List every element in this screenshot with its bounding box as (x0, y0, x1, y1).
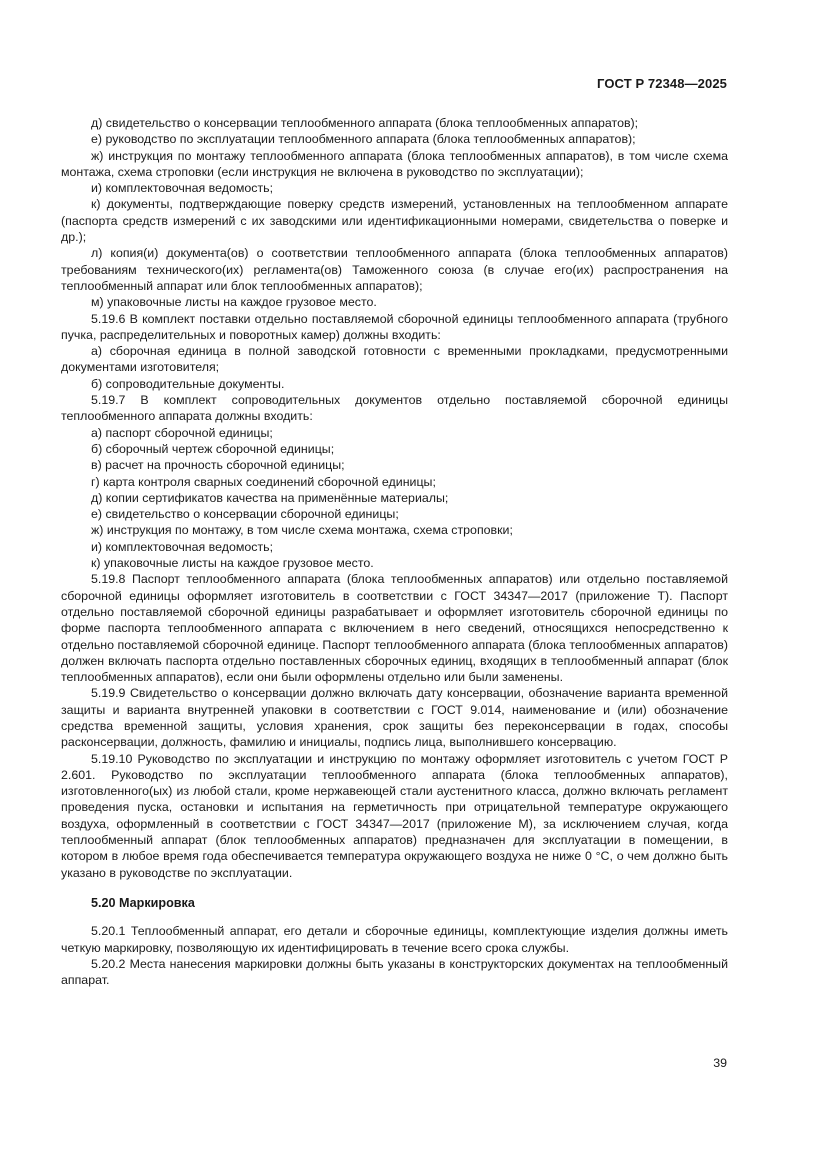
paragraph: 5.19.6 В комплект поставки отдельно поставляемой сборочной единицы теплообменного аппарата (трубного пучка, распределительных и поворотных камер) должны входить: (61, 311, 728, 342)
paragraph: 5.20.2 Места нанесения маркировки должны быть указаны в конструкторских документах на теплообменный аппарат. (61, 956, 728, 988)
paragraph: д) копии сертификатов качества на применённые материалы; (91, 490, 449, 505)
paragraph: м) упаковочные листы на каждое грузовое место. (91, 295, 377, 310)
document-id: ГОСТ Р 72348—2025 (597, 76, 727, 91)
paragraph: б) сборочный чертеж сборочной единицы; (91, 441, 335, 456)
paragraph: а) паспорт сборочной единицы; (91, 425, 273, 440)
paragraph: 5.19.9 Свидетельство о консервации должно включать дату консервации, обозначение варианта временной защиты и варианта внутренней упаковки в соответствии с ГОСТ 9.014, наименование и (или) обозначение средства временной защиты, условия хранения, срок защиты без переконсервации в годах, способы расконсервации, должность, фамилию и инициалы, подпись лица, выполнившего консервацию. (61, 686, 728, 750)
paragraph: и) комплектовочная ведомость; (91, 539, 274, 554)
paragraph: л) копия(и) документа(ов) о соответствии теплообменного аппарата (блока теплообменных аппаратов) требованиям технического(их) регламента(ов) Таможенного союза (в случае его(их) распространения на теплообменный аппарат или блок теплообменных аппаратов); (61, 246, 728, 293)
paragraph: 5.19.7 В комплект сопроводительных документов отдельно поставляемой сборочной единицы теплообменного аппарата должны входить: (61, 393, 728, 424)
paragraph: 5.20.1 Теплообменный аппарат, его детали и сборочные единицы, комплектующие изделия должны иметь четкую маркировку, позволяющую их идентифицировать в течение всего срока службы. (61, 924, 728, 955)
paragraph: г) карта контроля сварных соединений сборочной единицы; (91, 474, 436, 489)
paragraph: б) сопроводительные документы. (91, 376, 285, 391)
paragraph: в) расчет на прочность сборочной единицы; (91, 458, 345, 473)
paragraph: ж) инструкция по монтажу, в том числе схема монтажа, схема строповки; (91, 523, 513, 538)
paragraph: 5.19.10 Руководство по эксплуатации и инструкцию по монтажу оформляет изготовитель с учетом ГОСТ Р 2.601. Руководство по эксплуатации теплообменного аппарата (блока теплообменных аппаратов), изготовленного(ых) из любой стали, кроме нержавеющей стали аустенитного класса, должно включать регламент проведения пуска, остановки и испытания на герметичность при отрицательной температуре окружающего воздуха, оформленный в соответствии с ГОСТ 34347—2017 (приложение М), за исключением случая, когда теплообменный аппарат (блок теплообменных аппаратов) предназначен для эксплуатации в помещении, в котором в любое время года обеспечивается температура окружающего воздуха не ниже 0 °С, о чем должно быть указано в руководстве по эксплуатации. (61, 751, 728, 880)
paragraph: к) упаковочные листы на каждое грузовое место. (91, 556, 374, 571)
paragraph: ж) инструкция по монтажу теплообменного аппарата (блока теплообменных аппаратов), в том числе схема монтажа, схема строповки (если инструкция не включена в руководство по эксплуатации); (61, 148, 728, 179)
paragraph: а) сборочная единица в полной заводской готовности с временными прокладками, предусмотренными документами изготовителя; (61, 344, 728, 375)
paragraph: и) комплектовочная ведомость; (91, 181, 274, 196)
page-number: 39 (713, 1056, 727, 1070)
paragraph: к) документы, подтверждающие поверку средств измерений, установленных на теплообменном аппарате (паспорта средств измерений с их заводскими или идентификационными номерами, свидетельства о поверке и др.); (61, 197, 728, 245)
paragraph: д) свидетельство о консервации теплообменного аппарата (блока теплообменных аппаратов); (91, 116, 639, 130)
paragraph: е) свидетельство о консервации сборочной единицы; (91, 507, 399, 522)
section-heading: 5.20 Маркировка (91, 895, 195, 910)
paragraph: е) руководство по эксплуатации теплообменного аппарата (блока теплообменных аппаратов); (91, 132, 636, 147)
document-body (61, 115, 728, 988)
paragraph: 5.19.8 Паспорт теплообменного аппарата (блока теплообменных аппаратов) или отдельно поставляемой сборочной единицы оформляет изготовитель в соответствии с ГОСТ 34347—2017 (приложение Т). Паспорт отдельно поставляемой сборочной единицы разрабатывает и оформляет изготовитель сборочной единицы по форме паспорта теплообменного аппарата с включением в него сведений, относящихся непосредственно к отдельно поставляемой сборочной единице. Паспорт теплообменного аппарата (блока теплообменных аппаратов) должен включать паспорта отдельно поставленных сборочных единиц, входящих в теплообменный аппарат (блок теплообменных аппаратов), если они были оформлены отдельно или были заменены. (61, 572, 728, 685)
